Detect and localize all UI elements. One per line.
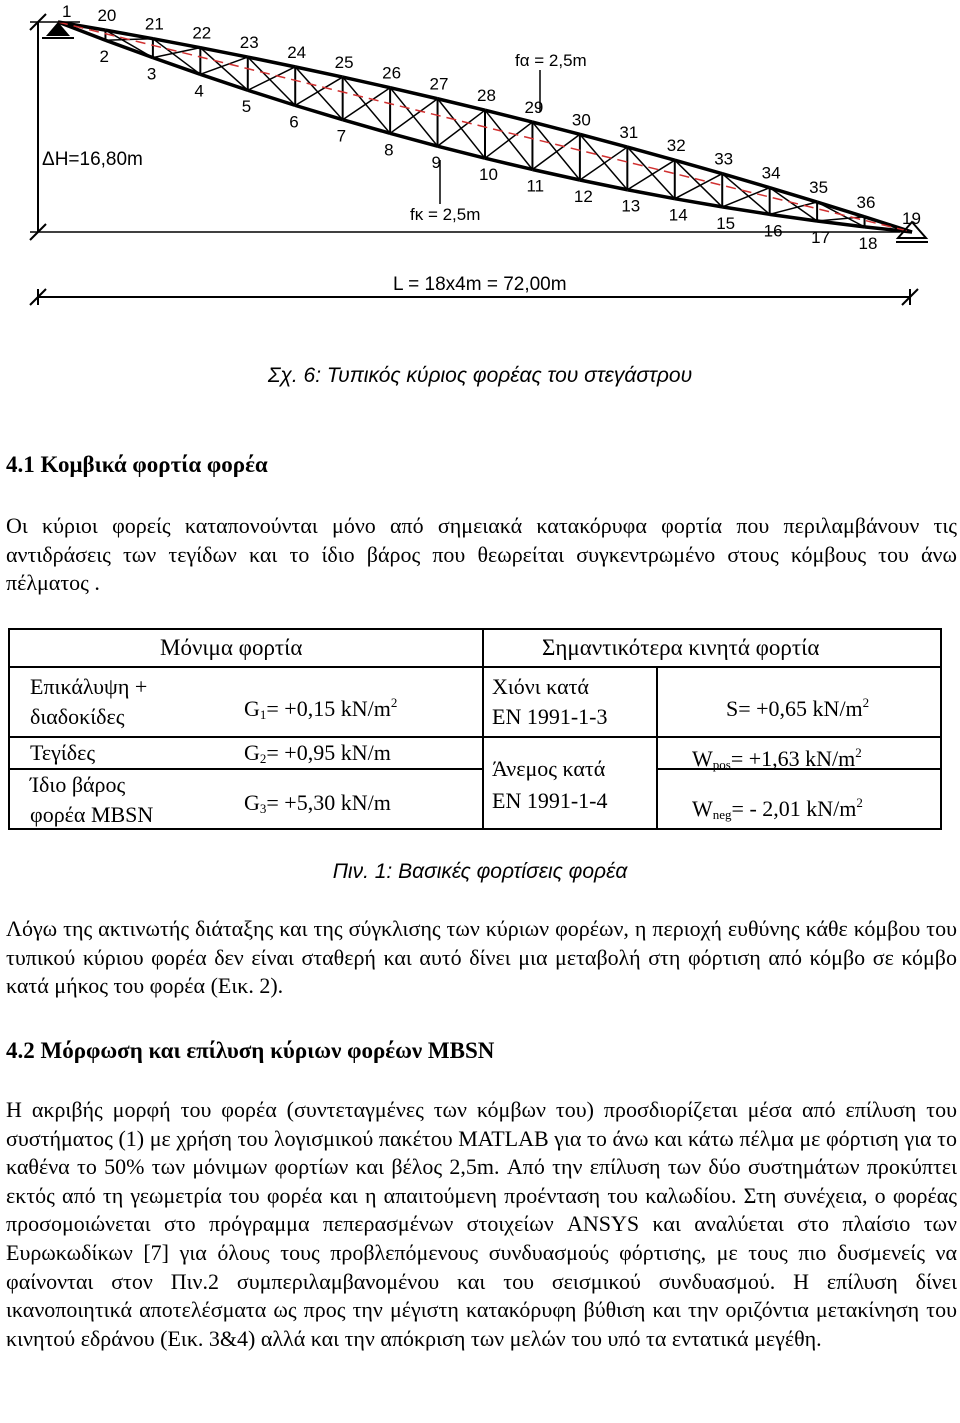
truss-member xyxy=(105,40,152,57)
table-caption: Πιν. 1: Βασικές φορτίσεις φορέα xyxy=(332,860,628,883)
fk-label: fκ = 2,5m xyxy=(410,205,481,224)
node-label: 13 xyxy=(621,196,641,216)
header-live-loads: Σημαντικότερα κινητά φορτία xyxy=(542,635,820,660)
paragraph-load-variation: Λόγω της ακτινωτής διάταξης και της σύγκλισης των κύριων φορέων, η περιοχή ευθύνης κάθε κόμβου του τυπικού κύριου φορέα δεν είναι σταθερή και αυτό δίνει μια μεταβολή στη φόρτιση από κόμβο σε κόμβο κατά μήκος του φορέα (Εικ. 2). xyxy=(6,916,957,999)
node-label: 33 xyxy=(714,149,734,169)
node-label: 31 xyxy=(619,123,639,143)
section-heading-4-2: 4.2 Μόρφωση και επίλυση κύριων φορέων MBSN xyxy=(6,1038,495,1063)
row3-name-a: Ίδιο βάρος xyxy=(30,772,126,797)
row3-value: $G_3= +5,30$ kN/m xyxy=(244,790,391,816)
section-4-1-paragraph: Οι κύριοι φορείς καταπονούνται μόνο από σημειακά κατακόρυφα φορτία που περιλαμβάνουν τις αντιδράσεις των τεγίδων και το ίδιο βάρος που θεωρείται συγκεντρωμένο στους κόμβους του άνω πέλματος . xyxy=(6,513,957,596)
node-label: 9 xyxy=(431,153,442,173)
node-label: 1 xyxy=(62,2,72,21)
header-permanent-loads: Μόνιμα φορτία xyxy=(160,635,303,660)
truss-member xyxy=(675,174,722,199)
truss-member xyxy=(438,110,485,146)
truss-member xyxy=(153,58,200,75)
fa-label: fα = 2,5m xyxy=(515,51,587,70)
truss-member xyxy=(200,74,247,90)
node-label: 12 xyxy=(573,186,593,206)
truss-member xyxy=(295,77,342,105)
truss-member xyxy=(627,160,674,190)
figure-caption: Σχ. 6: Τυπικός κύριος φορέας του στεγάστρου xyxy=(267,364,693,387)
span-label: L = 18x4m = 72,00m xyxy=(393,274,567,295)
node-label: 14 xyxy=(668,205,688,225)
row2-value: $G_2= +0,95$ kN/m xyxy=(244,740,391,766)
wind-label-b: EN 1991-1-4 xyxy=(492,788,608,813)
node-label: 3 xyxy=(146,64,157,84)
truss-member xyxy=(343,88,390,120)
truss-member xyxy=(532,134,579,169)
row2-name: Τεγίδες xyxy=(30,740,96,765)
node-label: 17 xyxy=(811,227,831,247)
node-label: 34 xyxy=(761,163,781,183)
truss-member xyxy=(438,146,485,158)
truss-member xyxy=(200,57,247,74)
node-label: 32 xyxy=(666,136,686,156)
wind-neg-value: $W_{neg}= - 2,01$ $kN/m^2$ xyxy=(692,795,863,822)
node-label: 2 xyxy=(99,47,109,67)
node-label: 10 xyxy=(479,165,498,185)
node-label: 20 xyxy=(97,6,117,26)
truss-member xyxy=(58,22,912,232)
node-label: 4 xyxy=(194,81,204,101)
section-4-2-paragraph: Η ακριβής μορφή του φορέα (συντεταγμένες των κόμβων του) προσδιορίζεται μέσα από επίλυση του συστήματος (1) με χρήση του λογισμικού πακέτου MATLAB για το άνω και κάτω πέλμα με φόρτιση για το καθένα το 50% των μόνιμων φορτίων και βέλος 2,5m. Από την επίλυση των δύο συστημάτων προκύπτει εκτός από τη γεωμετρία του φορέα και η απαιτούμενη προένταση του καλωδίου. Στη συνέχεια, ο φορέας προσομοιώνεται στο πρόγραμμα πεπερασμένων στοιχείων ANSYS και αναλύεται στο πλαίσιο των Ευρωκωδίκων [7] για όλους τους προβλεπόμενους συνδυασμούς φόρτισης, με τους πιο δυσμενείς να φαίνονται στον Πιν.2 συμπεριλαμβανομένου και του σεισμικού συνδυασμού. Η επίλυση δίνει ικανοποιητικά αποτελέσματα ως προς την μέγιστη κατακόρυφη βύθιση και την οριζόντια μετακίνηση του κινητού εδράνου (Εικ. 3&4) αλλά και την απόκριση των μελών του υπό τα εντατικά μεγέθη. xyxy=(6,1097,957,1351)
node-label: 29 xyxy=(524,98,544,118)
truss-figure xyxy=(0,0,960,330)
node-label: 30 xyxy=(571,110,591,130)
row1-name-a: Επικάλυψη + xyxy=(30,674,148,699)
section-heading-4-1: 4.1 Κομβικά φορτία φορέα xyxy=(6,452,268,477)
node-label: 5 xyxy=(241,97,252,117)
snow-label-b: EN 1991-1-3 xyxy=(492,704,608,729)
truss-member xyxy=(485,122,532,158)
node-label: 7 xyxy=(336,126,347,146)
wind-pos-value: $W_{pos}= +1,63$ $kN/m^2$ xyxy=(692,745,862,772)
node-label: 35 xyxy=(809,178,829,198)
node-label: 25 xyxy=(334,53,354,73)
node-label: 23 xyxy=(239,33,259,53)
snow-label-a: Χιόνι κατά xyxy=(492,674,589,699)
node-label: 15 xyxy=(716,213,736,233)
row3-name-b: φορέα MBSN xyxy=(30,802,154,827)
truss-member xyxy=(390,99,437,134)
node-label: 8 xyxy=(384,140,394,160)
node-label: 6 xyxy=(289,112,299,132)
node-label: 26 xyxy=(382,63,402,83)
node-label: 21 xyxy=(144,14,164,34)
node-label: 27 xyxy=(429,74,449,94)
wind-label-a: Άνεμος κατά xyxy=(492,756,606,781)
node-label: 19 xyxy=(902,209,921,228)
node-label: 18 xyxy=(858,233,878,253)
height-label: ΔH=16,80m xyxy=(42,149,143,170)
node-label: 16 xyxy=(763,221,783,241)
node-label: 22 xyxy=(192,23,212,43)
snow-value: S= +0,65 $kN/m^2$ xyxy=(726,695,870,721)
truss-member xyxy=(343,120,390,134)
loads-table xyxy=(8,628,942,830)
truss-member xyxy=(390,133,437,146)
node-label: 11 xyxy=(526,176,545,196)
node-label: 28 xyxy=(477,86,496,106)
truss-member xyxy=(248,67,295,90)
row1-value: $G_1= +0,15$ $kN/m^2$ xyxy=(244,695,398,722)
row1-name-b: διαδοκίδες xyxy=(30,704,125,729)
dimension-lines xyxy=(30,14,918,305)
node-labels xyxy=(62,2,921,253)
truss-members xyxy=(58,22,912,232)
node-label: 24 xyxy=(287,42,307,62)
node-label: 36 xyxy=(856,192,876,212)
